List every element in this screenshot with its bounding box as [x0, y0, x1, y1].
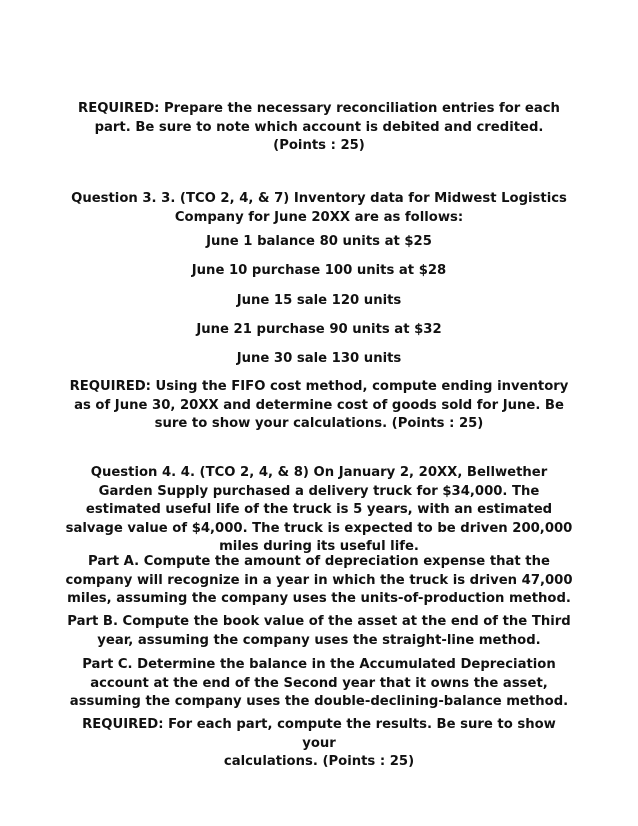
text-line: part. Be sure to note which account is debited and credited.: [94, 119, 544, 135]
text-line: Part A. Compute the amount of depreciation expense that the: [88, 554, 550, 569]
text-line: calculations. (Points : 25): [223, 754, 415, 769]
text-line: estimated useful life of the truck is 5 years, with an estimated: [85, 502, 553, 517]
text-line: REQUIRED: Prepare the necessary reconciliation entries for each: [78, 101, 560, 116]
text-line: REQUIRED: For each part, compute the results. Be sure to show your: [82, 717, 556, 751]
required-paragraph-1: [64, 100, 574, 156]
text-line: Company for June 20XX are as follows:: [174, 209, 464, 225]
inventory-line: June 1 balance 80 units at $25: [206, 234, 432, 249]
text-line: company will recognize in a year in which the truck is driven 47,000: [65, 572, 573, 588]
question-4-required: [64, 716, 574, 772]
inventory-line: June 21 purchase 90 units at $32: [196, 322, 442, 337]
text-line: assuming the company uses the double-declining-balance method.: [69, 694, 569, 709]
text-line: Part C. Determine the balance in the Accumulated Depreciation: [82, 657, 556, 672]
text-line: miles, assuming the company uses the units-of-production method.: [67, 591, 571, 606]
question-4-part-b: [64, 613, 574, 650]
question-3-intro: [64, 190, 574, 227]
question-4-part-a: [64, 553, 574, 609]
text-line: (Points : 25): [273, 138, 365, 153]
text-line: as of June 30, 20XX and determine cost of goods sold for June. Be: [74, 397, 564, 413]
question-4-intro: [64, 464, 574, 557]
text-line: Question 3. 3. (TCO 2, 4, & 7) Inventory data for Midwest Logistics: [71, 191, 567, 206]
text-line: Garden Supply purchased a delivery truck for $34,000. The: [98, 483, 540, 499]
inventory-line: June 30 sale 130 units: [236, 351, 402, 366]
text-line: Question 4. 4. (TCO 2, 4, & 8) On January 2, 20XX, Bellwether: [90, 465, 548, 480]
text-line: salvage value of $4,000. The truck is expected to be driven 200,000: [65, 520, 573, 536]
question-3-required: [64, 378, 574, 434]
text-line: sure to show your calculations. (Points : 25): [154, 416, 484, 431]
text-line: year, assuming the company uses the straight-line method.: [97, 632, 541, 648]
text-line: Part B. Compute the book value of the asset at the end of the Third: [67, 614, 571, 629]
inventory-line: June 10 purchase 100 units at $28: [191, 263, 447, 278]
text-line: REQUIRED: Using the FIFO cost method, compute ending inventory: [69, 379, 569, 394]
question-4-part-c: [64, 656, 574, 712]
text-line: account at the end of the Second year that it owns the asset,: [90, 675, 548, 691]
text-line: miles during its useful life.: [219, 539, 419, 554]
inventory-line: June 15 sale 120 units: [236, 293, 402, 308]
